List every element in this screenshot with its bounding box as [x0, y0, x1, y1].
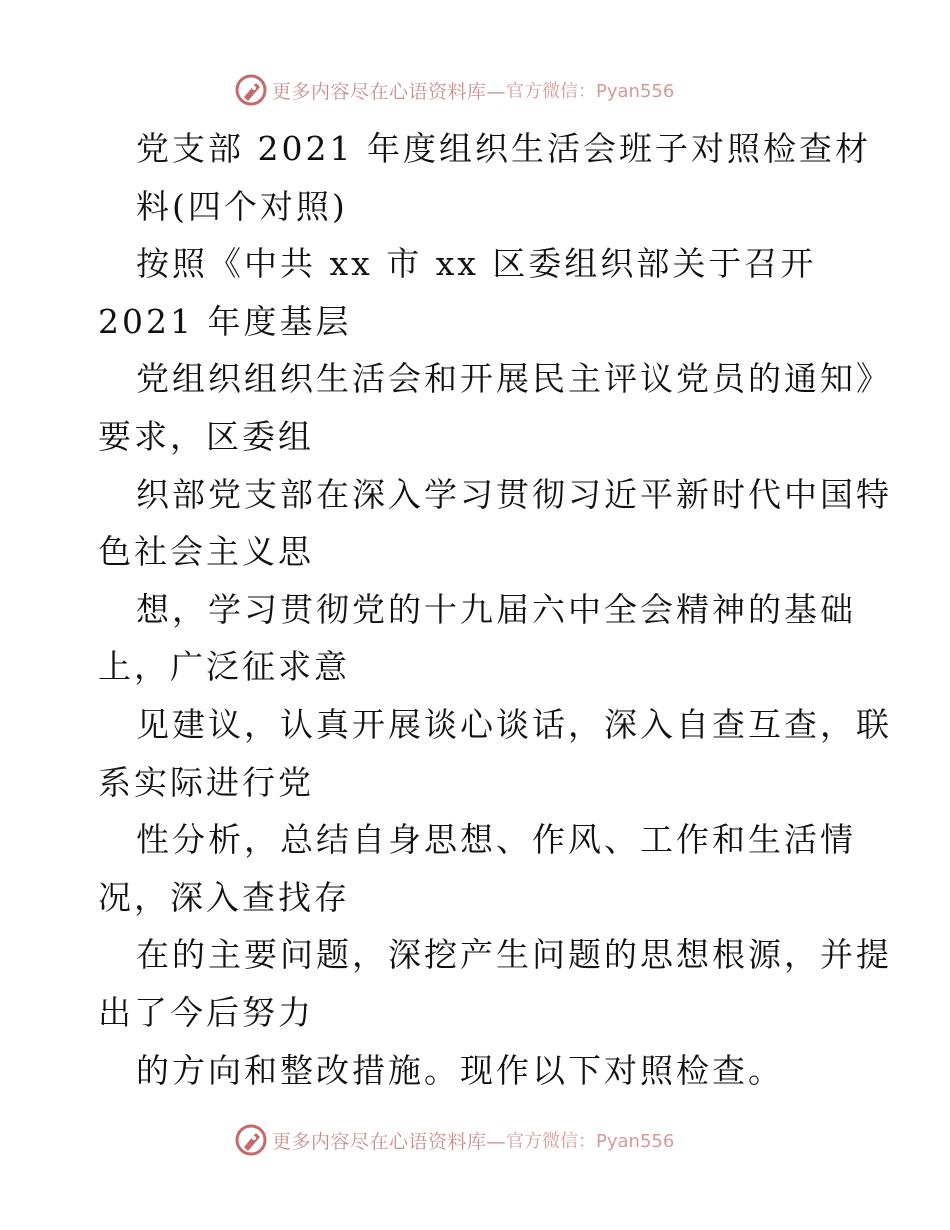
pen-nib-seal-icon	[234, 73, 268, 107]
doc-line: 在的主要问题，深挖产生问题的思想根源，并提	[136, 935, 892, 975]
doc-line: 出了今后努力	[98, 992, 314, 1032]
doc-line: 要求，区委组	[98, 416, 314, 456]
doc-line: 的方向和整改措施。现作以下对照检查。	[136, 1050, 784, 1090]
doc-line: 按照《中共 xx 市 xx 区委组织部关于召开	[136, 244, 817, 284]
watermark-main-text: 更多内容尽在心语资料库—	[272, 1130, 507, 1153]
pen-nib-seal-icon	[234, 1123, 268, 1157]
watermark-sub-text: 官方微信：Pyan556	[506, 81, 675, 102]
doc-line: 色社会主义思	[98, 532, 314, 572]
doc-line: 系实际进行党	[98, 762, 314, 802]
doc-line: 料(四个对照)	[136, 186, 348, 226]
doc-line: 上，广泛征求意	[98, 647, 350, 687]
watermark-sub-text: 官方微信：Pyan556	[506, 1131, 675, 1152]
watermark-main-text: 更多内容尽在心语资料库—	[272, 80, 507, 103]
doc-line: 织部党支部在深入学习贯彻习近平新时代中国特	[136, 474, 892, 514]
doc-line: 性分析，总结自身思想、作风、工作和生活情	[136, 820, 856, 860]
watermark-footer	[234, 1122, 674, 1158]
document-body	[98, 120, 892, 1099]
doc-line: 2021 年度基层	[98, 301, 352, 341]
doc-line: 党组织组织生活会和开展民主评议党员的通知》	[136, 359, 892, 399]
doc-line: 想，学习贯彻党的十九届六中全会精神的基础	[136, 589, 856, 629]
watermark-header	[234, 72, 674, 108]
doc-line: 况，深入查找存	[98, 877, 350, 917]
doc-line: 党支部 2021 年度组织生活会班子对照检查材	[136, 129, 871, 168]
doc-line: 见建议，认真开展谈心谈话，深入自查互查，联	[136, 704, 892, 744]
